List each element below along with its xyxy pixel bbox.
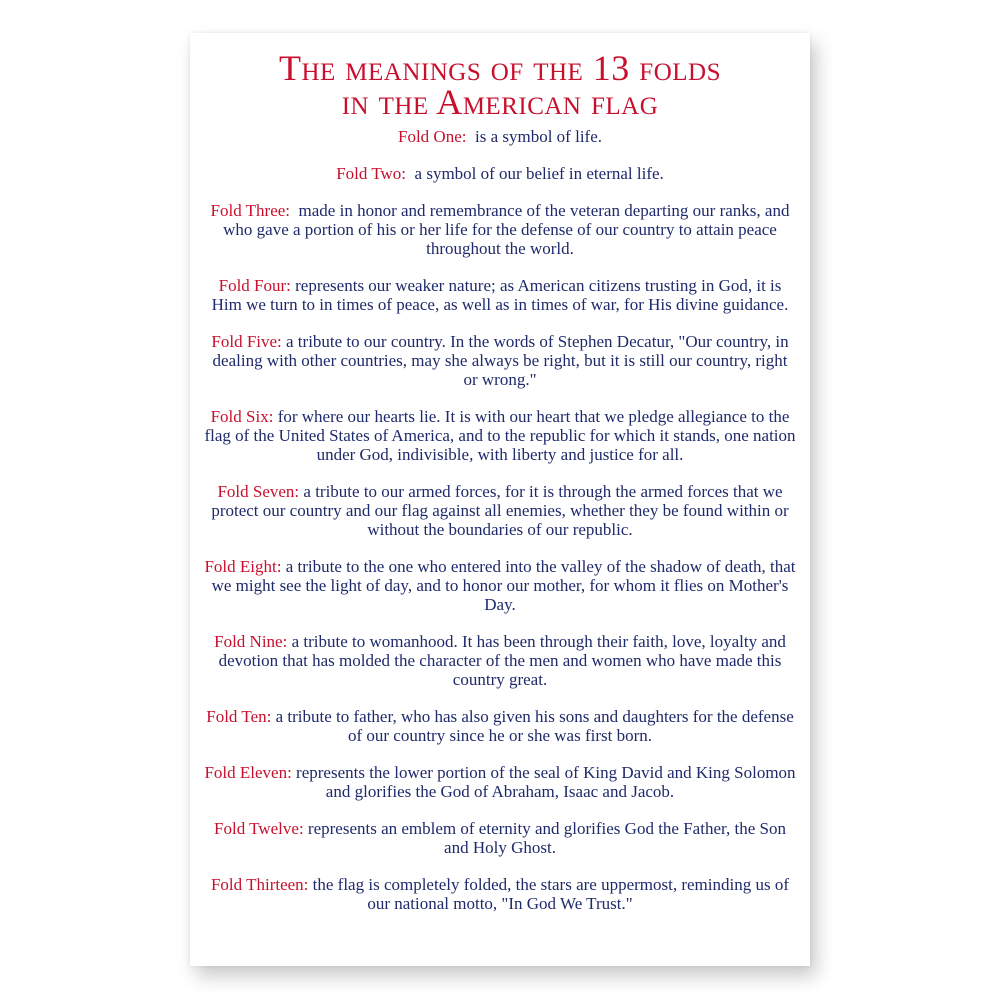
fold-text: made in honor and remembrance of the veteran departing our ranks, and who gave a portion of his or her life for the defense of our country to attain peace throughout the world. [223,201,790,258]
fold-label: Fold Eleven: [204,763,292,782]
fold-text: a tribute to our armed forces, for it is through the armed forces that we protect our country and our flag against all enemies, whether they be found within or without the boundaries of our republic. [211,482,789,539]
fold-label: Fold Ten: [206,707,272,726]
fold-text: for where our hearts lie. It is with our heart that we pledge allegiance to the flag of the United States of America, and to the republic for which it stands, one nation under God, indivisible, with liberty and justice for all. [204,407,796,464]
fold-one [204,127,796,146]
fold-seven [204,482,796,539]
title-line-2: in the American flag [341,82,659,122]
fold-eight [204,557,796,614]
flag-folds-card [190,33,810,966]
fold-label: Fold Eight: [204,557,282,576]
fold-text: a tribute to womanhood. It has been through their faith, love, loyalty and devotion that has molded the character of the men and women who have made this country great. [218,632,786,689]
fold-text: a symbol of our belief in eternal life. [414,164,664,183]
fold-label: Fold Thirteen: [210,875,309,894]
fold-text: represents an emblem of eternity and glorifies God the Father, the Son and Holy Ghost. [307,819,786,857]
fold-six [204,407,796,464]
fold-three [204,201,796,258]
fold-text: represents the lower portion of the seal of King David and King Solomon and glorifies the God of Abraham, Isaac and Jacob. [296,763,796,801]
fold-label: Fold Six: [210,407,274,426]
fold-two [204,164,796,183]
fold-text: a tribute to the one who entered into the valley of the shadow of death, that we might see the light of day, and to honor our mother, for whom it flies on Mother's Day. [211,557,796,614]
fold-thirteen [204,875,796,913]
fold-eleven [204,763,796,801]
fold-ten [204,707,796,745]
folds-list [204,127,796,913]
fold-text: a tribute to father, who has also given his sons and daughters for the defense of our country since he or she was first born. [275,707,794,745]
page-title [204,48,796,122]
fold-twelve [204,819,796,857]
fold-text: the flag is completely folded, the stars are uppermost, reminding us of our national motto, "In God We Trust." [312,875,790,913]
fold-text: represents our weaker nature; as American citizens trusting in God, it is Him we turn to in times of peace, as well as in times of war, for His divine guidance. [211,276,789,314]
fold-label: Fold Three: [210,201,291,220]
fold-text: is a symbol of life. [474,127,602,146]
title-line-1: The meanings of the 13 folds [278,48,721,88]
fold-label: Fold Seven: [217,482,300,501]
fold-label: Fold Five: [211,332,282,351]
fold-label: Fold Two: [336,164,407,183]
fold-label: Fold Nine: [214,632,288,651]
fold-label: Fold One: [398,127,467,146]
fold-label: Fold Four: [218,276,291,295]
fold-four [204,276,796,314]
fold-text: a tribute to our country. In the words of Stephen Decatur, "Our country, in dealing with other countries, may she always be right, but it is still our country, right or wrong." [212,332,789,389]
fold-label: Fold Twelve: [214,819,304,838]
fold-nine [204,632,796,689]
fold-five [204,332,796,389]
